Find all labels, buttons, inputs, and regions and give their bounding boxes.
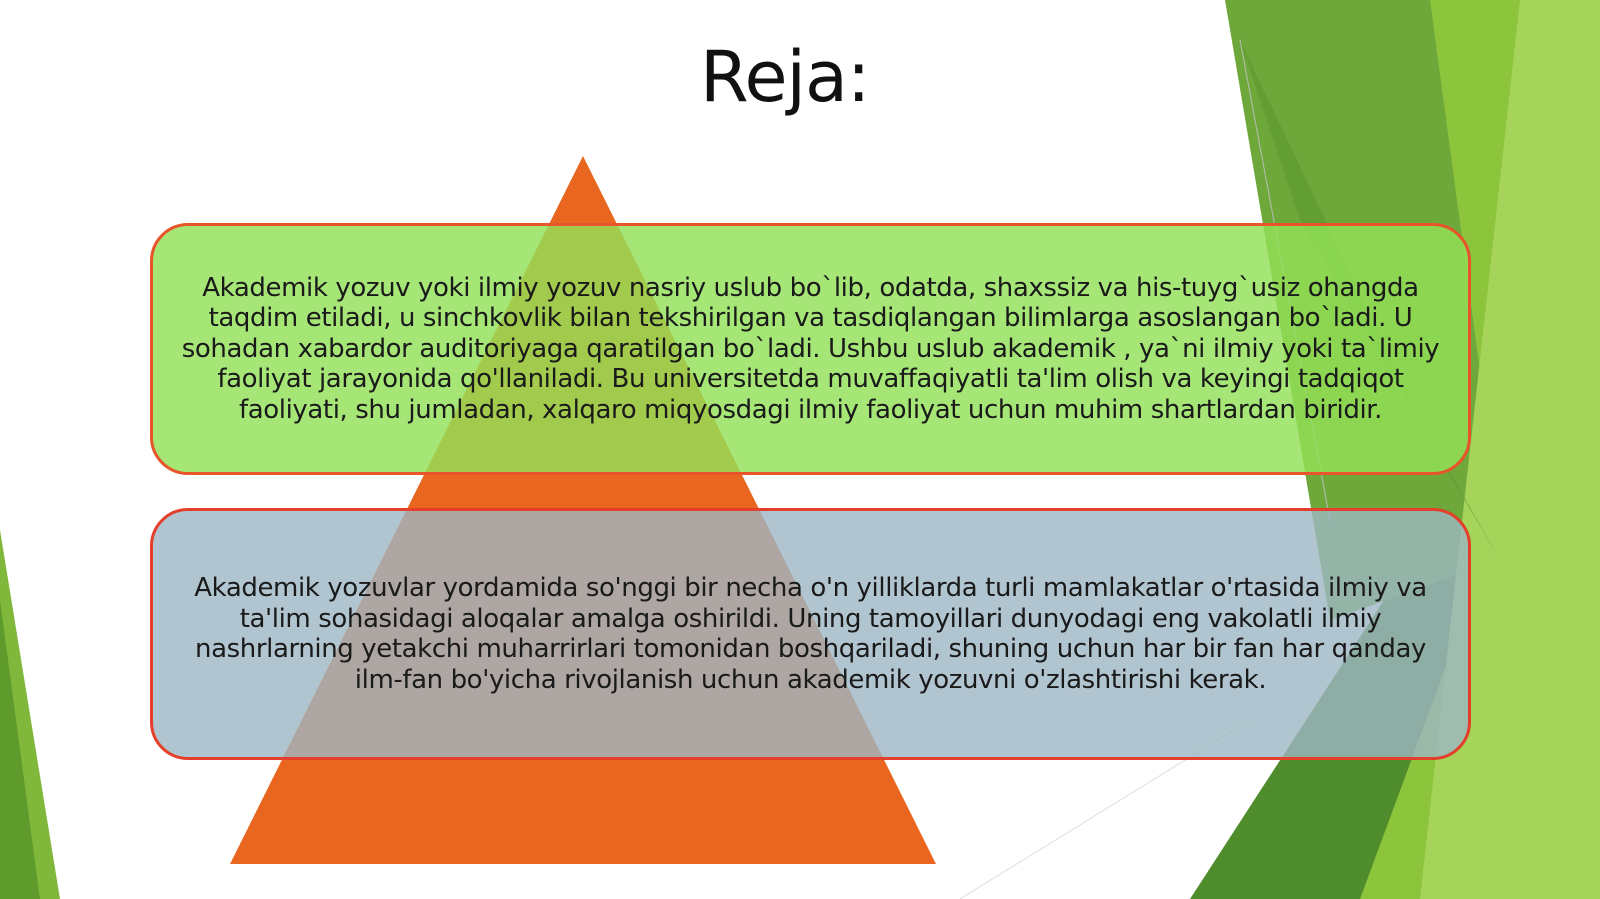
- text-block-1: [150, 223, 1471, 475]
- text-block-2-content: Akademik yozuvlar yordamida so'nggi bir necha o'n yilliklarda turli mamlakatlar o'rtasida ilmiy va ta'lim sohasidagi aloqalar amalga oshirildi. Uning tamoyillari dunyodagi eng vakolatli ilmiy nashrlarning yetakchi muharrirlari tomonidan boshqariladi, shuning uchun har bir fan har qanday ilm-fan bo'yicha rivojlanish uchun akademik yozuvni o'zlashtirishi kerak.: [194, 573, 1427, 695]
- text-block-2: [150, 508, 1471, 760]
- text-block-1-content: Akademik yozuv yoki ilmiy yozuv nasriy uslub bo`lib, odatda, shaxssiz va his-tuyg`usiz ohangda taqdim etiladi, u sinchkovlik bilan tekshirilgan va tasdiqlangan bilimlarga asoslangan bo`ladi. U sohadan xabardor auditoriyaga qaratilgan bo`ladi. Ushbu uslub akademik , ya`ni ilmiy yoki ta`limiy faoliyat jarayonida qo'llaniladi. Bu universitetda muvaffaqiyatli ta'lim olish va keyingi tadqiqot faoliyati, shu jumladan, xalqaro miqyosdagi ilmiy faoliyat uchun muhim shartlardan biridir.: [181, 272, 1440, 425]
- slide-title: Reja:: [700, 36, 870, 118]
